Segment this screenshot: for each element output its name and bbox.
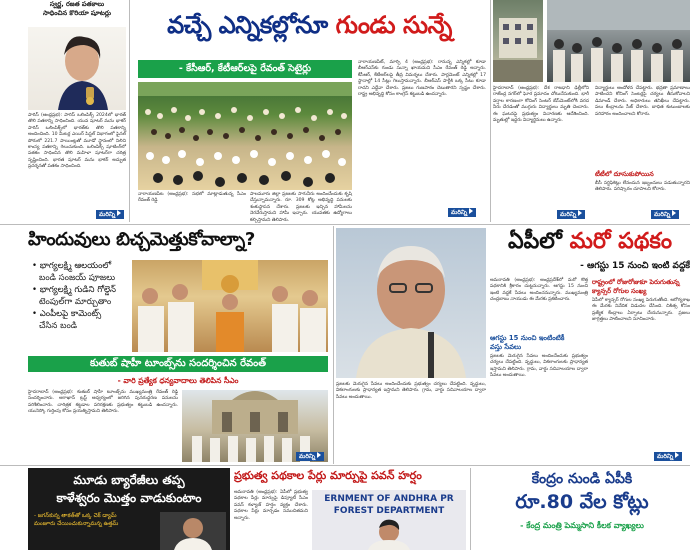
hindu-bullet-3: • భాగ్యలక్ష్మి గుడిని గోల్డెన్ [32,284,130,296]
qutub-body: హైదరాబాద్ (ఆంధ్రప్రభ): కుతుబ్ షాహీ టూంబ్స్‌ను ముఖ్యమంత్రి రేవంత్ రెడ్డి సందర్శించారు. ఆగాఖాన్ ట్రస్ట్ ఆధ్వర్యంలో జరిగిన పునరుద్ధరణ పనులను పరిశీలించారు. చారిత్రక కట్టడాల పరిరక్షణకు ప్రభుత్వం కట్టుబడి ఉందన్నారు. యునెస్కో గుర్తింపు కోసం ప్రయత్నిస్తామని తెలిపారు. [28,390,178,415]
col1-section [0,0,126,222]
bottom2-section [234,468,466,550]
hindu-bullet-4: టెంపుల్‌గా మార్చుతాం [39,297,112,307]
politician-portrait-icon [336,228,486,378]
col4-photo-a [493,0,543,82]
building-icon [493,0,543,82]
lead-headline-b: గుండు సున్నే [335,11,452,39]
pawan-photo [312,490,466,550]
dept-sign-line-1: ERNMENT OF ANDHRA PR [324,494,454,504]
qutub-section [0,354,330,464]
ap-body-c: ప్రజలకు మెరుగైన సేవలు అందించేందుకు ప్రభుత్వం చర్యలు చేపట్టింది. వృద్ధులు, వికలాంగులకు ప్రాధాన్యత ఇస్తామని తెలిపారు. గ్రామ, వార్డు సచివాలయాల ద్వారా సేవలు అందుతాయి. [336,382,486,400]
bottom3-headline-a: కేంద్రం నుండి ఏపీకి [531,471,633,487]
col4-more-link-a[interactable]: మరిన్ని [557,210,585,219]
bottom2-body: అమరావతి (ఆంధ్రప్రభ): ఏపీలో ప్రభుత్వ పథకాల పేర్లు మార్పుపై డిప్యూటీ సీఎం పవన్ కళ్యాణ్ హర్షం వ్యక్తం చేశారు. పథకాల పేర్లు మార్చడం సముచితమని అన్నారు. [234,490,308,521]
hindu-headline: హిందువులు బిచ్చమెత్తుకోవాల్నా? [28,229,256,250]
col4-tag: టీటీలో దూసుకుపోయిన [595,170,654,178]
bottom1-headline-b: కాళేశ్వరం మొత్తం వాడుకుంటాం [56,491,202,505]
shooter-photo [28,27,126,110]
col4-body-b: విద్యార్థులు ఆందోళన చేపట్టారు. భద్రతా ప్రమాణాలు పాటించని కోచింగ్ సెంటర్లపై చర్యలు తీసుకోవాలని డిమాండ్ చేశారు. అధికారులు తనిఖీలు చేపట్టారు. పలు కేంద్రాలను సీజ్ చేశారు. బాధిత కుటుంబాలకు పరిహారం అందించాలని కోరారు. [595,86,690,117]
ap-side-tag-2: క్యాన్సర్ రోగుల సంఖ్య [592,287,647,295]
ap-section [336,226,690,464]
pawan-figure-icon [312,490,466,550]
col4-body-a: హైదరాబాద్ (ఆంధ్రప్రభ): దేశ రాజధాని ఢిల్లీలోని రాజేంద్ర నగర్‌లో ఘోర ప్రమాదం చోటుచేసుకుంది. భారీ వర్షాల కారణంగా కోచింగ్ సెంటర్ బేస్‌మెంట్‌లోకి వరద నీరు చేరడంతో ముగ్గురు విద్యార్థులు మృతి చెందారు. ఈ ఘటనపై ప్రభుత్వం విచారణకు ఆదేశించింది. మృతుల్లో ఇద్దరు విద్యార్థినులు ఉన్నారు. [493,86,589,124]
ap-side-tag: రాష్ట్రంలో రోజురోజుకూ పెరుగుతున్న [592,278,680,286]
bottom1-sub1: - జగన్‌కున్న తాకత్‌తో ఒక్క చెక్ డ్యామ్ [34,513,117,519]
uttam-photo [160,512,226,550]
hindu-section [0,226,330,354]
lead-caption: నారాయణపేట (ఆంధ్రప్రభ): సభలో మాట్లాడుతున్న సీఎం రేవంత్ రెడ్డి [138,192,246,204]
ap-highlight: ఆగస్టు 15 నుంచి ఇంటింటికీ [490,334,565,342]
bottom1-section [28,468,230,550]
col1-head-box [28,0,126,22]
ap-headline [490,228,690,256]
qutub-more-link[interactable]: మరిన్ని [296,452,324,461]
ap-highlight-2: వస్తు సేవలు [490,343,522,351]
lead-subhead: - కేసీఆర్, కేటీఆర్‌లపై రేవంత్ సెటైర్లు [138,60,352,78]
ap-subhead: - ఆగస్టు 15 నుంచి ఇంటి వద్దకే [580,261,690,271]
col4-body-c: బీసీ సర్టిఫికెట్లు లేనందున ఇబ్బందులు పడుతున్నారని తెలిపారు. పరిష్కారం చూపాలని కోరారు. [595,181,690,193]
lead-body-b: పాలమూరు జిల్లా ప్రజలకు సాగునీరు అందించేందుకు కృషి చేస్తున్నామన్నారు. రూ. 309 కోట్ల అభివృద్ధి పనులకు శంకుస్థాపన చేశారు. ప్రజలకు ఇచ్చిన హామీలను నెరవేరుస్తామని హామీ ఇచ్చారు. యువతకు ఉద్యోగాలు కల్పిస్తామని తెలిపారు. [250,192,352,223]
hindu-bullet-2: బండి సంజయ్ పూజలు [39,273,116,283]
hindu-bullet-1: • భాగ్యలక్ష్మి ఆలయంలో [32,260,130,272]
bottom2-headline: ప్రభుత్వ పథకాల పేర్లు మార్పుపై పవన్ హర్షం [234,469,422,482]
lead-headline [132,10,487,40]
hindu-bullet-6: చేసిన బండి [39,321,78,331]
dept-sign-line-2: FOREST DEPARTMENT [333,506,445,516]
lead-headline-a: వచ్చే ఎన్నికల్లోనూ [167,11,336,39]
ap-body-a: అమరావతి (ఆంధ్రప్రభ): ఆంధ్రప్రదేశ్‌లో మరో కొత్త పథకానికి శ్రీకారం చుట్టనున్నారు. ఆగస్టు 15 నుంచి ఇంటి వద్దకే సేవలు అందించనున్నారు. ముఖ్యమంత్రి చంద్రబాబు నాయుడు ఈ మేరకు ప్రకటించారు. [490,278,588,303]
person-icon [160,512,226,550]
crowd-icon [138,82,352,190]
ap-headline-b: మరో పథకం [569,229,672,254]
temple-photo [132,260,328,352]
bottom3-section [474,468,690,550]
qutub-headline: కుతుబ్ షాహీ టూంబ్స్‌ను సందర్శించిన రేవంత్ [28,356,328,372]
protest-crowd-icon [547,0,690,82]
ap-side-body: ఏపీలో క్యాన్సర్ రోగుల సంఖ్య పెరుగుతోంది. ఆరోగ్యశాఖ ఈ మేరకు నివేదిక విడుదల చేసింది. చికిత్స కోసం ప్రత్యేక కేంద్రాలు ఏర్పాటు చేయనున్నారు. ప్రజలు జాగ్రత్తలు పాటించాలని సూచించారు. [592,298,690,323]
bottom1-headline-a: మూడు బ్యారేజీలు తప్ప [73,473,185,487]
ap-headline-a: ఏపీలో [507,229,570,254]
col4-section [493,0,690,222]
bottom3-subhead: - కేంద్ర మంత్రి పెమ్మసాని కీలక వ్యాఖ్యలు [520,521,644,530]
col1-head-line-1: స్వర్ణ, రజత పతకాలు [49,0,105,8]
temple-people-icon [132,260,328,352]
ap-body-b: ప్రజలకు మెరుగైన సేవలు అందించేందుకు ప్రభుత్వం చర్యలు చేపట్టింది. వృద్ధులు, వికలాంగులకు ప్రాధాన్యత ఇస్తామని తెలిపారు. గ్రామ, వార్డు సచివాలయాల ద్వారా సేవలు అందుతాయి. [490,354,588,379]
hindu-bullet-5: • ఎంపీలపై కామెంట్స్ [32,308,130,320]
lead-section [132,0,487,222]
crowd-photo [138,82,352,190]
col1-body: పారిస్ (ఆంధ్రప్రభ): పారిస్ ఒలింపిక్స్‌ 2024లో భారత్‌ తొలి పతకాన్ని సాధించింది. యువ షూటర్‌ మను భాకర్‌ పారిస్ ఒలింపిక్స్‌లో భారత్‌కు తొలి పతకాన్ని అందించింది. 10 మీటర్ల ఎయిర్‌ పిస్టల్ విభాగంలో ఫైనల్‌ పోరులో 221.7 పాయింట్లతో మూడో స్థానంలో నిలిచి కాంస్య పతకాన్ని గెలుచుకుంది. ఒలింపిక్స్‌ షూటింగ్‌లో పతకం సాధించిన తొలి మహిళా షూటర్‌గా చరిత్ర సృష్టించింది. భారత షూటర్‌ మను భాకర్‌ అద్భుత ప్రదర్శనతో పతకం సాధించింది. [28,113,126,170]
col4-photo-b [547,0,690,82]
col4-more-link-b[interactable]: మరిన్ని [651,210,679,219]
qutub-subhead: - వారి ప్రత్యేక ధన్యవాదాలు తెలిపిన సీఎం [117,376,239,385]
cbn-photo [336,228,486,378]
lead-body-a: నారాయణపేట్, మార్చి 4 (ఆంధ్రప్రభ): రానున్న ఎన్నికల్లో కూడా బీఆర్ఎస్‌కు గుండు సున్నా ఖాయమని సీఎం రేవంత్ రెడ్డి అన్నారు. కేసీఆర్, కేటీఆర్‌లపై తీవ్ర విమర్శలు చేశారు. పార్లమెంట్ ఎన్నికల్లో 17 స్థానాల్లో 14 సీట్లు గెలుస్తామన్నారు. బీఆర్ఎస్ పార్టీకి ఒక్క సీటు కూడా రాదని ఎద్దేవా చేశారు. ప్రజలు గుణపాఠం చెబుతారని స్పష్టం చేశారు. రాష్ట్ర అభివృద్ధి కోసం కాంగ్రెస్ కట్టుబడి ఉందన్నారు. [358,60,486,98]
bottom1-sub2: మంజూరు చేయించుకున్నామన్న ఉత్తమ్ [34,521,119,527]
ap-more-link[interactable]: మరిన్ని [654,452,682,461]
col1-more-link[interactable]: మరిన్ని [96,210,124,219]
shooter-figure-icon [28,27,126,110]
bottom3-headline-b: రూ.80 వేల కోట్లు [515,491,649,513]
lead-more-link[interactable]: మరిన్ని [448,208,476,217]
hindu-bullets [32,260,130,332]
col1-head-line-2: సాధించిన కొరియా షూటర్లు [42,9,112,17]
